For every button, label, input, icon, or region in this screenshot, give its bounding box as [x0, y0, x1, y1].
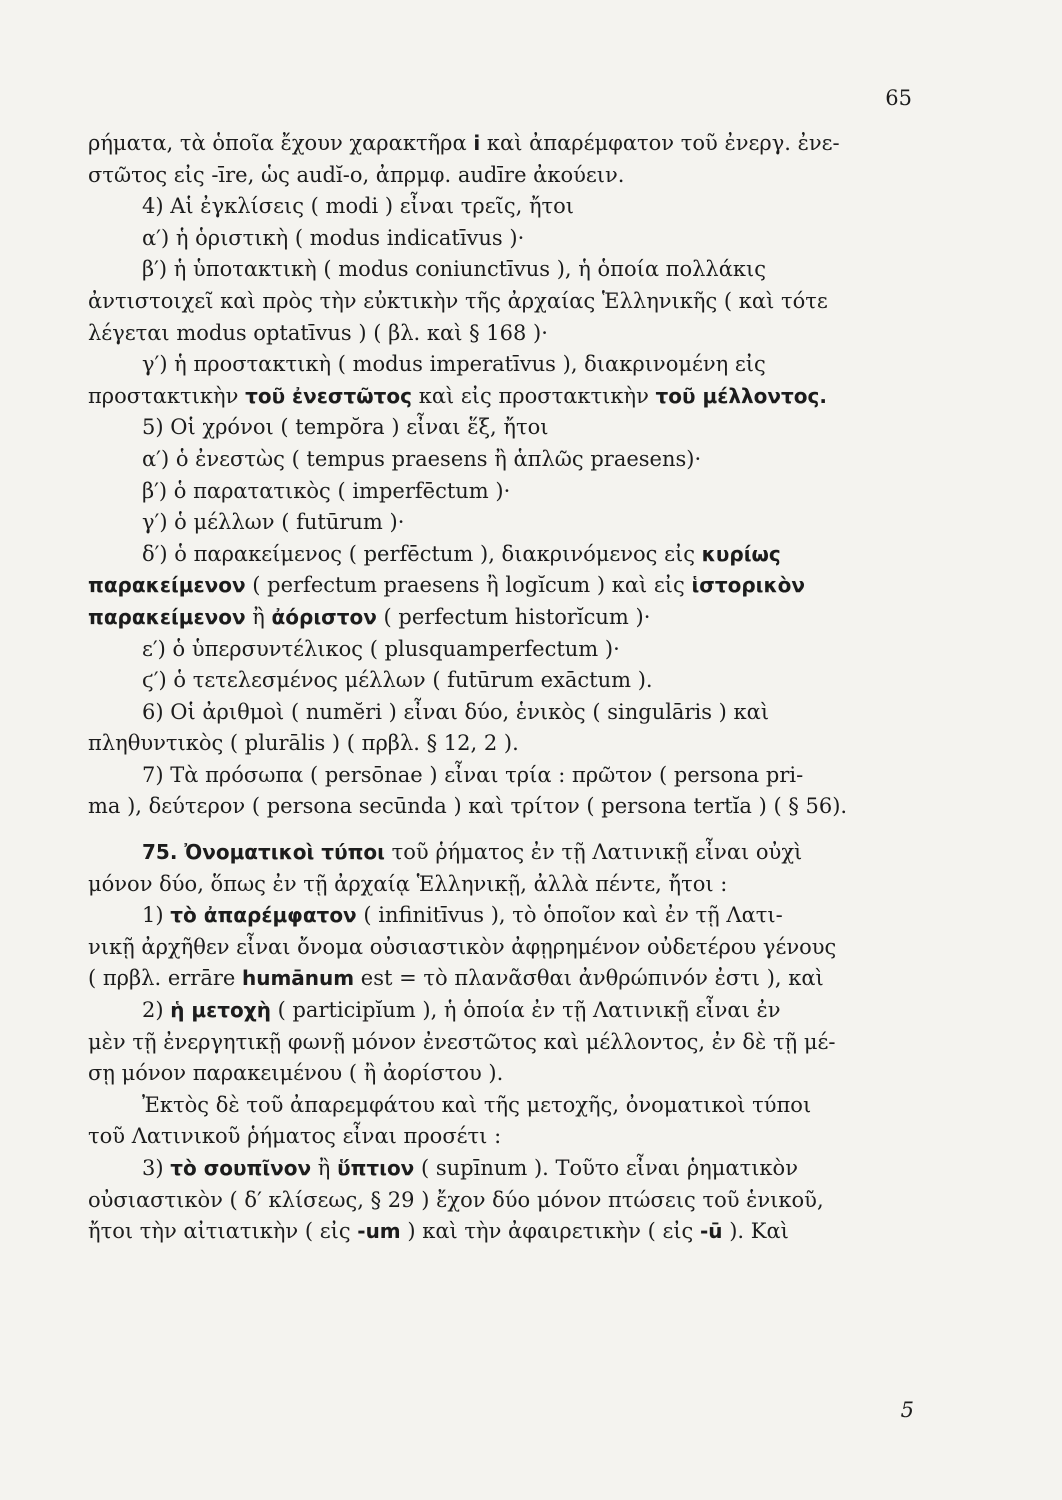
bold-term: τοῦ μέλλοντος.	[655, 383, 827, 408]
bold-term: παρακείμενον	[88, 604, 246, 629]
text-segment: στῶτος εἰς -īre, ὡς audĭ-o, ἀπρμφ. audīre ἀκούειν.	[88, 162, 625, 187]
text-line	[88, 286, 906, 318]
text-line	[88, 223, 906, 255]
text-segment: β′) ἡ ὑποτακτικὴ ( modus coniunctīvus ), ἡ ὁποία πολλάκις	[142, 257, 767, 282]
text-line	[88, 412, 906, 444]
bold-term: παρακείμενον	[88, 573, 246, 598]
text-line	[88, 128, 906, 160]
bold-term: -um	[357, 1219, 401, 1244]
text-line	[88, 539, 906, 571]
text-segment: ma ), δεύτερον ( persona secūnda ) καὶ τρίτον ( persona tertĭa ) ( § 56).	[88, 794, 848, 819]
text-segment: σῃ μόνον παρακειμένου ( ἢ ἀορίστου ).	[88, 1061, 504, 1086]
text-segment: ἢ	[311, 1156, 338, 1180]
text-line	[88, 995, 906, 1027]
text-line	[88, 381, 906, 413]
bold-term: 75. Ὀνοματικοὶ τύποι	[142, 840, 385, 865]
signature-mark: 5	[900, 1398, 914, 1422]
text-segment: 6) Οἱ ἀριθμοὶ ( numĕri ) εἶναι δύο, ἑνικὸς ( singulāris ) καὶ	[142, 699, 770, 724]
text-segment: καὶ ἀπαρέμφατον τοῦ ἐνεργ. ἐνε-	[480, 131, 840, 155]
text-line	[88, 191, 906, 223]
text-segment: γ′) ἡ προστακτικὴ ( modus imperatīvus ), διακρινομένη εἰς	[142, 352, 766, 377]
text-segment: οὐσιαστικὸν ( δ′ κλίσεως, § 29 ) ἔχον δύο μόνον πτώσεις τοῦ ἑνικοῦ,	[88, 1187, 824, 1212]
text-segment: πληθυντικὸς ( plurālis ) ( πρβλ. § 12, 2 ).	[88, 731, 519, 756]
text-segment: Ἐκτὸς δὲ τοῦ ἀπαρεμφάτου καὶ τῆς μετοχῆς, ὀνοματικοὶ τύποι	[142, 1092, 812, 1117]
text-segment: ἀντιστοιχεῖ καὶ πρὸς τὴν εὐκτικὴν τῆς ἀρχαίας Ἑλληνικῆς ( καὶ τότε	[88, 288, 828, 313]
text-segment: ) καὶ τὴν ἀφαιρετικὴν ( εἰς	[400, 1219, 700, 1244]
text-line	[88, 728, 906, 760]
text-segment: ( perfectum praesens ἢ logĭcum ) καὶ εἰς	[245, 573, 692, 598]
text-line	[88, 1058, 906, 1090]
text-segment: καὶ εἰς προστακτικὴν	[412, 383, 656, 408]
bold-term: i	[473, 131, 481, 155]
text-segment: ἢ	[245, 604, 272, 629]
bold-term: ἱστορικὸν	[691, 573, 806, 598]
text-segment: ). Καὶ	[722, 1219, 789, 1244]
text-segment: ( infinitīvus ), τὸ ὁποῖον καὶ ἐν τῇ Λατι-	[356, 903, 783, 928]
bold-term: κυρίως	[701, 541, 781, 566]
text-segment: ( πρβλ. errāre	[88, 966, 242, 991]
bold-term: ἀόριστον	[271, 604, 377, 629]
text-segment: προστακτικὴν	[88, 383, 246, 408]
text-line	[88, 1185, 906, 1217]
text-line	[88, 1216, 906, 1248]
bold-term: ὕπτιον	[337, 1156, 415, 1180]
text-line	[88, 254, 906, 286]
text-line	[88, 160, 906, 192]
text-segment: 3)	[142, 1156, 171, 1180]
text-line	[88, 1121, 906, 1153]
bold-term: τὸ σουπῖνον	[170, 1156, 312, 1180]
text-segment: 7) Τὰ πρόσωπα ( persōnae ) εἶναι τρία : πρῶτον ( persona pri-	[142, 762, 804, 787]
text-line	[88, 1090, 906, 1122]
text-line	[88, 1027, 906, 1059]
text-segment: ϛ′) ὁ τετελεσμένος μέλλων ( futūrum exāctum ).	[142, 668, 653, 693]
text-segment: ( participĭum ), ἡ ὁποία ἐν τῇ Λατινικῇ εἶναι ἐν	[270, 998, 781, 1023]
text-segment: 2)	[142, 998, 171, 1023]
text-line	[88, 1153, 906, 1185]
text-segment: ε′) ὁ ὑπερσυντέλικος ( plusquamperfectum )·	[142, 636, 620, 661]
text-segment: ( supīnum ). Τοῦτο εἶναι ῥηματικὸν	[414, 1156, 798, 1180]
bold-term: τοῦ ἐνεστῶτος	[245, 383, 413, 408]
text-segment: ( perfectum historĭcum )·	[376, 604, 651, 629]
text-segment: ρήματα, τὰ ὁποῖα ἔχουν χαρακτῆρα	[88, 131, 474, 155]
text-line	[88, 869, 906, 901]
text-line	[88, 349, 906, 381]
text-segment: νικῇ ἀρχῆθεν εἶναι ὄνομα οὐσιαστικὸν ἀφῃρημένον οὐδετέρου γένους	[88, 934, 837, 959]
text-line	[88, 932, 906, 964]
text-segment: δ′) ὁ παρακείμενος ( perfēctum ), διακρινόμενος εἰς	[142, 541, 702, 566]
bold-term: -ū	[700, 1219, 723, 1244]
text-line	[88, 602, 906, 634]
text-line	[88, 634, 906, 666]
text-line	[88, 697, 906, 729]
text-line	[88, 318, 906, 350]
text-segment: 4) Αἱ ἐγκλίσεις ( modi ) εἶναι τρεῖς, ἤτοι	[142, 194, 575, 219]
text-line	[88, 570, 906, 602]
text-segment: λέγεται modus optatīvus ) ( βλ. καὶ § 168 )·	[88, 320, 548, 345]
text-segment: μόνον δύο, ὅπως ἐν τῇ ἀρχαίᾳ Ἑλληνικῇ, ἀλλὰ πέντε, ἤτοι :	[88, 871, 728, 896]
text-segment: 5) Οἱ χρόνοι ( tempŏra ) εἶναι ἕξ, ἤτοι	[142, 415, 549, 440]
text-segment: μὲν τῇ ἐνεργητικῇ φωνῇ μόνον ἐνεστῶτος καὶ μέλλοντος, ἐν δὲ τῇ μέ-	[88, 1029, 836, 1054]
text-segment: α′) ὁ ἐνεστὼς ( tempus praesens ἢ ἁπλῶς praesens)·	[142, 446, 702, 471]
text-segment: ἤτοι τὴν αἰτιατικὴν ( εἰς	[88, 1219, 358, 1244]
text-segment: α′) ἡ ὁριστικὴ ( modus indicatīvus )·	[142, 225, 525, 250]
page-number: 65	[885, 86, 912, 110]
text-line	[88, 837, 906, 869]
text-line	[88, 476, 906, 508]
bold-term: ἡ μετοχὴ	[170, 998, 271, 1023]
text-line	[88, 444, 906, 476]
text-line	[88, 665, 906, 697]
text-line	[88, 791, 906, 823]
text-line	[88, 900, 906, 932]
text-segment: β′) ὁ παρατατικὸς ( imperfēctum )·	[142, 478, 511, 503]
text-segment: est = τὸ πλανᾶσθαι ἀνθρώπινόν ἐστι ), καὶ	[354, 966, 824, 991]
text-segment: τοῦ ῥήματος ἐν τῇ Λατινικῇ εἶναι οὐχὶ	[384, 840, 803, 865]
text-segment: γ′) ὁ μέλλων ( futūrum )·	[142, 510, 405, 535]
text-line	[88, 760, 906, 792]
text-segment: 1)	[142, 903, 171, 928]
text-segment: τοῦ Λατινικοῦ ῥήματος εἶναι προσέτι :	[88, 1124, 502, 1149]
bold-term: humānum	[241, 966, 355, 991]
bold-term: τὸ ἀπαρέμφατον	[170, 903, 357, 928]
body-text	[88, 128, 906, 1248]
text-line	[88, 963, 906, 995]
text-line	[88, 507, 906, 539]
